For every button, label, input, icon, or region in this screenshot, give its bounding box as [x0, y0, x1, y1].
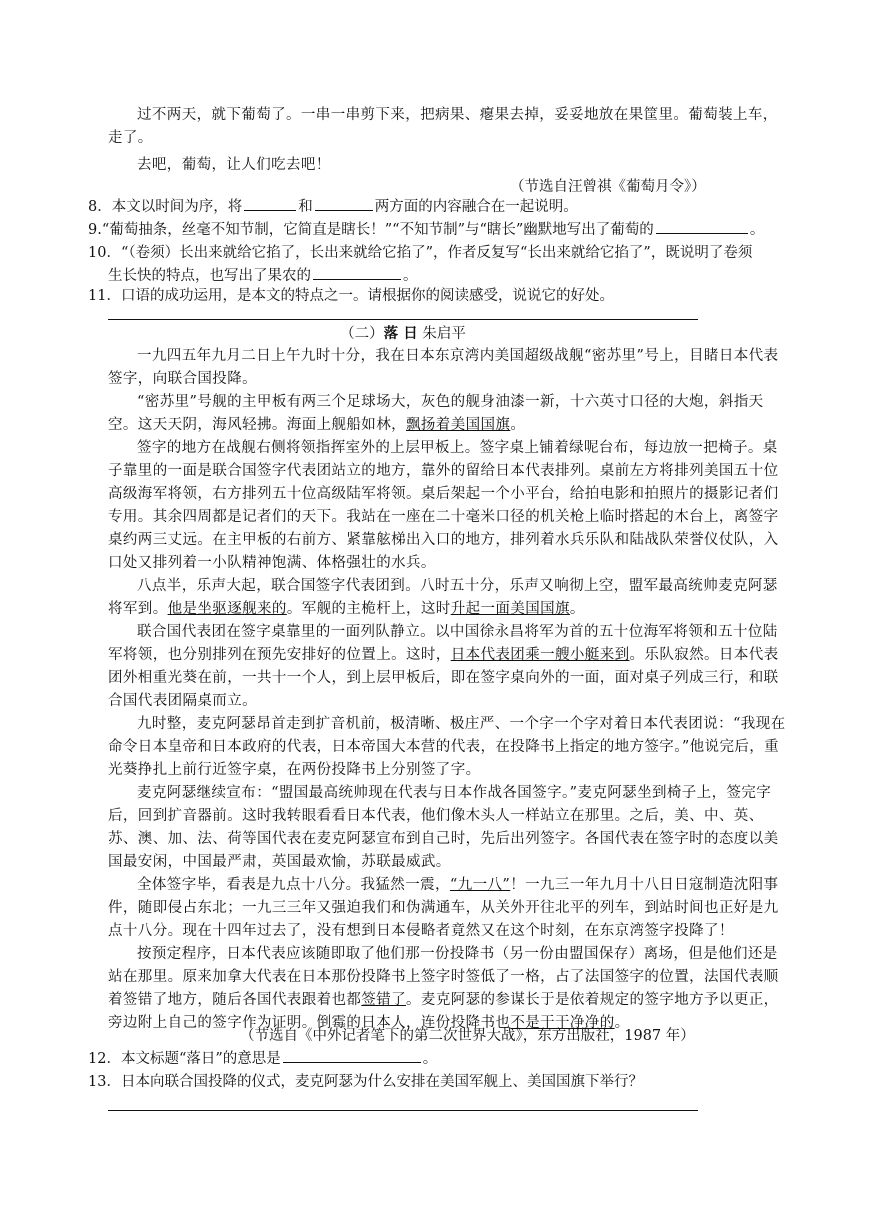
paragraph: 去吧，葡萄，让人们吃去吧！ [137, 157, 331, 173]
paragraph: 签字的地方在战舰右侧将领指挥室外的上层甲板上。签字桌上铺着绿呢台布，每边放一把椅子。桌子靠里的一面是联合国签字代表团站立的地方，靠外的留给日本代表排列。桌前左方将排列美国五十位高级海军将领，右方排列五十位高级陆军将领。桌后架起一个小平台，给拍电影和拍照片的摄影记者们专用。其余四周都是记者们的天下。我站在一座在二十毫米口径的机关枪上临时搭起的木台上，离签字桌约两三丈远。在主甲板的右前方、紧靠舷梯出入口的地方，排列着水兵乐队和陆战队荣誉仪仗队，入口处又排列着一小队精神饱满、体格强壮的水兵。 [108, 440, 779, 571]
paragraph: 全体签字毕，看表是九点十八分。我猛然一震，“九一八”！一九三一年九月十八日日寇制造沈阳事件，随即侵占东北；一九三三年又强迫我们和伪满通车，从关外开往北平的列车，到站时间也正好是九点十八分。现在十四年过去了，没有想到日本侵略者竟然又在这个时刻，在东京湾签字投降了！ [108, 877, 779, 939]
question-11: 11．口语的成功运用，是本文的特点之一。请根据你的阅读感受，说说它的好处。 [88, 288, 614, 304]
source-note: （节选自《中外记者笔下的第二次世界大战》，东方出版社，1987 年） [240, 1028, 695, 1044]
question-12: 12．本文标题“落日”的意思是 。 [88, 1048, 790, 1071]
paragraph: “密苏里”号舰的主甲板有两三个足球场大，灰色的舰身油漆一新，十六英寸口径的大炮，斜指天空。这天天阴，海风轻拂。海面上舰船如林，飘扬着美国国旗。 [108, 394, 764, 433]
question-9: 9.“葡萄抽条，丝毫不知节制，它简直是瞎长！”“不知节制”与“瞎长”幽默地写出了葡萄的 。 [88, 219, 790, 242]
question-8: 8．本文以时间为序，将 和 两方面的内容融合在一起说明。 [88, 196, 790, 219]
paragraph: 麦克阿瑟继续宣布：“盟国最高统帅现在代表与日本作战各国签字。”麦克阿瑟坐到椅子上，签完字后，回到扩音器前。这时我转眼看看日本代表，他们像木头人一样站立在那里。之后，美、中、英、苏、澳、加、法、荷等国代表在麦克阿瑟宣布到自己时，先后出列签字。各国代表在签字时的态度以美国最安闲，中国最严肃，英国最欢愉，苏联最威武。 [108, 785, 779, 870]
paragraph: 一九四五年九月二日上午九时十分，我在日本东京湾内美国超级战舰“密苏里”号上，目睹日本代表签字，向联合国投降。 [108, 348, 779, 387]
paragraph: 联合国代表团在签字桌靠里的一面列队静立。以中国徐永昌将军为首的五十位海军将领和五十位陆军将领，也分别排列在预先安排好的位置上。这时，日本代表团乘一艘小艇来到。乐队寂然。日本代表团外相重光葵在前，一共十一个人，到上层甲板后，即在签字桌向外的一面，面对桌子列成三行，和联合国代表团隔桌而立。 [108, 624, 779, 709]
question-10: 10．“（卷须）长出来就给它掐了，长出来就给它掐了”，作者反复写“长出来就给它掐了”，既说明了卷须 生长快的特点，也写出了果农的 。 [88, 245, 753, 284]
answer-blank[interactable] [283, 1048, 421, 1063]
question-13: 13．日本向联合国投降的仪式，麦克阿瑟为什么安排在美国军舰上、美国国旗下举行？ [88, 1074, 643, 1090]
paragraph: 九时整，麦克阿瑟昂首走到扩音机前，极清晰、极庄严、一个字一个字对着日本代表团说：“我现在命令日本皇帝和日本政府的代表，日本帝国大本营的代表，在投降书上指定的地方签字。”他说完后，重光葵挣扎上前行近签字桌，在两份投降书上分别签了字。 [108, 716, 786, 778]
paragraph: 过不两天，就下葡萄了。一串一串剪下来，把病果、瘪果去掉，妥妥地放在果筐里。葡萄装上车，走了。 [108, 107, 778, 146]
paragraph: 八点半，乐声大起，联合国签字代表团到。八时五十分，乐声又响彻上空，盟军最高统帅麦克阿瑟将军到。他是坐驱逐舰来的。军舰的主桅杆上，这时升起一面美国国旗。 [108, 578, 778, 617]
answer-blank[interactable] [244, 196, 296, 211]
section2-text [108, 345, 790, 1035]
answer-blank[interactable] [315, 196, 373, 211]
source-note: （节选自汪曾祺《葡萄月令》） [510, 179, 706, 195]
answer-blank[interactable] [313, 265, 401, 280]
section1-text [108, 104, 790, 177]
answer-blank[interactable] [656, 219, 748, 234]
author: 朱启平 [422, 326, 466, 342]
article-title: （二）落 日 朱启平 [340, 325, 466, 342]
answer-line[interactable] [108, 1110, 698, 1111]
paragraph: 按预定程序，日本代表应该随即取了他们那一份投降书（另一份由盟国保存）离场，但是他们还是站在那里。原来加拿大代表在日本那份投降书上签字时签低了一格，占了法国签字的位置，法国代表顺着签错了地方，随后各国代表跟着也都签错了。麦克阿瑟的参谋长于是依着规定的签字地方予以更正，旁边附上自己的签字作为证明。倒霉的日本人，连份投降书也不是干干净净的。 [108, 946, 779, 1031]
answer-line[interactable] [108, 319, 698, 320]
